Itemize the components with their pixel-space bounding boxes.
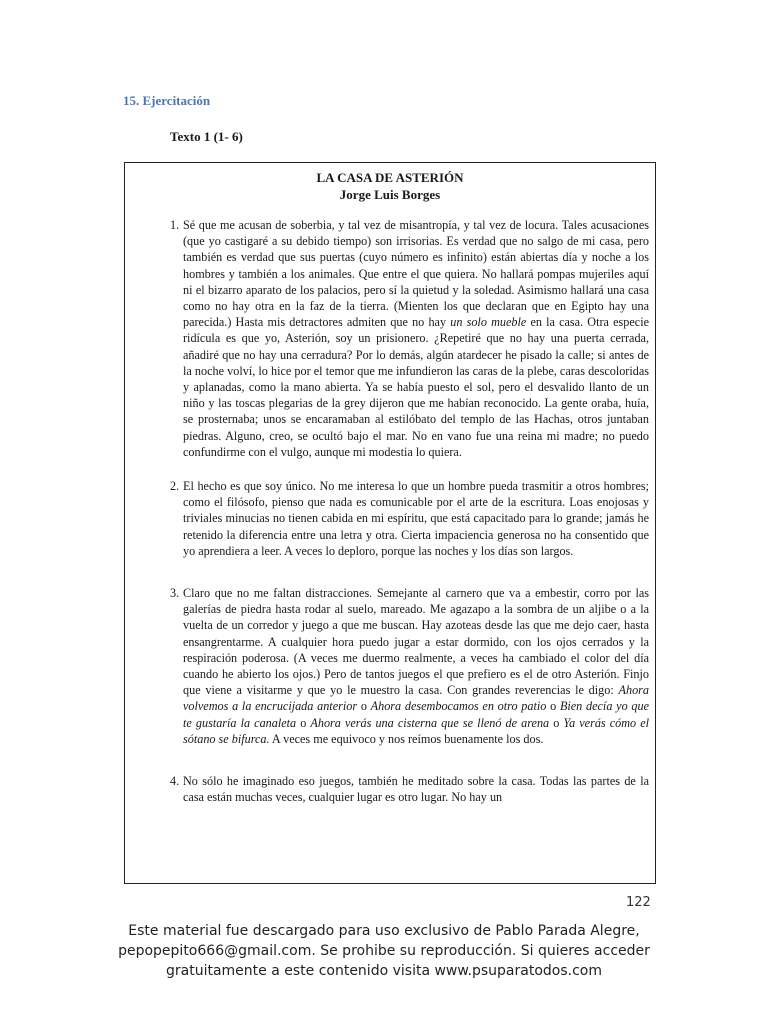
download-notice xyxy=(0,921,768,981)
italic-quote: un solo mueble xyxy=(450,315,527,330)
text-segment: El hecho es que soy único. No me interesa lo que un hombre pueda trasmitir a otros hombres; como el filósofo, pienso que nada es comunicable por el arte de la escritura. Loas enojosas y triviales minucias no tienen cabida en mi espíritu, que está capacitado para lo grande; jamás he retenido la diferencia entre una letra y otra. Cierta impaciencia generosa no ha consentido que yo aprendiera a leer. A veces lo deploro, porque las noches y los días son largos. xyxy=(183,479,649,558)
page-number: 122 xyxy=(626,895,651,910)
download-notice-line-3: gratuitamente a este contenido visita www.psuparatodos.com xyxy=(165,963,602,979)
paragraph-number: 1. xyxy=(170,218,180,232)
story-paragraphs xyxy=(125,217,655,806)
paragraph-text xyxy=(183,479,649,558)
paragraph-text xyxy=(183,774,649,804)
text-segment: o xyxy=(549,715,564,730)
paragraph-text xyxy=(183,218,649,459)
paragraph-text xyxy=(183,586,649,746)
text-segment: No sólo he imaginado eso juegos, también he meditado sobre la casa. Todas las partes de la casa están muchas veces, cualquier lugar es otro lugar. No hay un xyxy=(183,774,649,805)
text-segment: Claro que no me faltan distracciones. Semejante al carnero que va a embestir, corro por las galerías de piedra hasta rodar al suelo, mareado. Me agazapo a la sombra de un aljibe o a la vuelta de un corredor y juego a que me buscan. Hay azoteas desde las que me dejo caer, hasta ensangrentarme. A cualquier hora puedo jugar a estar dormido, con los ojos cerrados y la respiración poderosa. (A veces me duermo realmente, a veces ha cambiado el color del día cuando he abierto los ojos.) Pero de tantos juegos el que prefiero es el de otro Asterión. Finjo que viene a visitarme y que yo le muestro la casa. Con grandes reverencias le digo: xyxy=(183,586,649,698)
paragraph-number: 3. xyxy=(170,586,180,601)
paragraph-number: 2. xyxy=(170,479,180,494)
text-subtitle: Texto 1 (1- 6) xyxy=(170,129,243,144)
story-paragraph-2 xyxy=(125,478,655,559)
text-segment: en la casa. Otra especie ridícula es que yo, Asterión, soy un prisionero. ¿Repetiré que no hay una puerta cerrada, añadiré que no hay una cerradura? Por lo demás, algún atardecer he pisado la calle; si antes de la noche volví, lo hice por el temor que me infundieron las caras de la plebe, caras descoloridas y aplanadas, como la mano abierta. Ya se había puesto el sol, pero el desvalido llanto de un niño y las toscas plegarias de la grey dijeron que me habían reconocido. La gente oraba, huía, se prosternaba; unos se encaramaban al estilóbato del templo de las Hachas, otros juntaban piedras. Alguno, creo, se ocultó bajo el mar. No en vano fue una reina mi madre; no puedo confundirme con el vulgo, aunque mi modestia lo quiera. xyxy=(183,315,649,459)
story-text-box xyxy=(124,162,656,884)
story-paragraph-3 xyxy=(125,585,655,747)
story-paragraph-4 xyxy=(125,773,655,805)
story-paragraph-1 xyxy=(125,217,655,460)
text-segment: o xyxy=(546,699,560,714)
text-segment: o xyxy=(296,715,311,730)
text-segment: A veces me equivoco y nos reímos buenamente los dos. xyxy=(269,731,544,746)
text-segment: o xyxy=(357,699,371,714)
italic-quote: Ahora volvemos a la encrucijada anterior xyxy=(183,683,649,714)
italic-quote: Ahora desembocamos en otro patio xyxy=(370,699,547,714)
italic-quote: Ya verás cómo el sótano se bifurca. xyxy=(183,715,650,746)
story-author: Jorge Luis Borges xyxy=(339,187,441,202)
italic-quote: Bien decía yo que te gustaría la canaleta xyxy=(183,699,650,730)
italic-quote: Ahora verás una cisterna que se llenó de arena xyxy=(310,715,550,730)
section-title: 15. Ejercitación xyxy=(123,93,211,108)
text-segment: Sé que me acusan de soberbia, y tal vez de misantropía, y tal vez de locura. Tales acusaciones (que yo castigaré a su debido tiempo) son irrisorias. Es verdad que no salgo de mi casa, pero también es verdad que sus puertas (cuyo número es infinito) están abiertas día y noche a los hombres y también a los animales. Que entre el que quiera. No hallará pompas mujeriles aquí ni el bizarro aparato de los palacios, pero sí la quietud y la soledad. Asimismo hallará una casa como no hay otra en la faz de la tierra. (Mienten los que declaran que en Egipto hay una parecida.) Hasta mis detractores admiten que no hay xyxy=(183,218,649,330)
download-notice-line-1: Este material fue descargado para uso exclusivo de Pablo Parada Alegre, xyxy=(128,923,640,939)
download-notice-line-2: pepopepito666@gmail.com. Se prohibe su reproducción. Si quieres acceder xyxy=(118,943,650,959)
paragraph-number: 4. xyxy=(170,774,180,789)
story-title: LA CASA DE ASTERIÓN xyxy=(316,170,464,185)
